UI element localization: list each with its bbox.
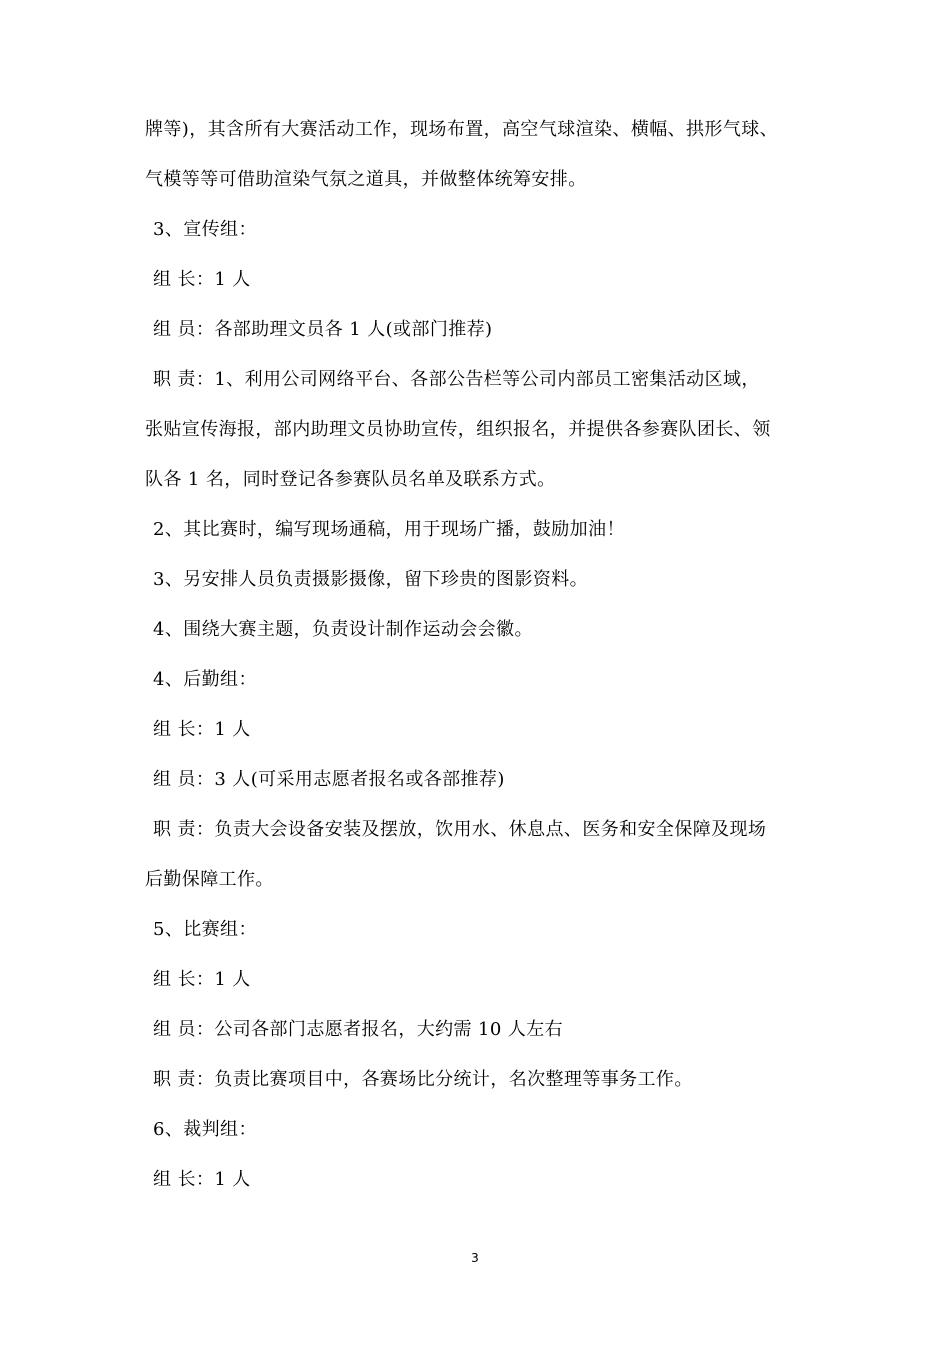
section-heading: 3、宣传组： <box>153 219 257 240</box>
text-line: 组 长：1 人 <box>153 1169 251 1190</box>
text-line: 职 责：负责比赛项目中，各赛场比分统计，名次整理等事务工作。 <box>153 1069 693 1090</box>
text-line: 3、另安排人员负责摄影摄像，留下珍贵的图影资料。 <box>153 569 589 590</box>
text-line: 4、围绕大赛主题，负责设计制作运动会会徽。 <box>153 619 533 640</box>
section-heading: 5、比赛组： <box>153 919 257 940</box>
section-heading: 4、后勤组： <box>153 669 257 690</box>
text-line: 组 长：1 人 <box>153 269 251 290</box>
text-line: 气模等等可借助渲染气氛之道具，并做整体统筹安排。 <box>145 169 587 190</box>
text-line: 张贴宣传海报，部内助理文员协助宣传，组织报名，并提供各参赛队团长、领 <box>145 419 771 440</box>
text-line: 职 责：1、利用公司网络平台、各部公告栏等公司内部员工密集活动区域， <box>153 369 760 390</box>
text-line: 组 员：各部助理文员各 1 人(或部门推荐) <box>153 319 493 340</box>
text-line: 牌等)，其含所有大赛活动工作，现场布置，高空气球渲染、横幅、拱形气球、 <box>145 119 779 140</box>
text-line: 组 员：3 人(可采用志愿者报名或各部推荐) <box>153 769 505 790</box>
text-line: 队各 1 名，同时登记各参赛队员名单及联系方式。 <box>145 469 556 490</box>
section-heading: 6、裁判组： <box>153 1119 257 1140</box>
text-line: 后勤保障工作。 <box>145 869 274 890</box>
page-number: 3 <box>471 1251 479 1265</box>
text-line: 组 员：公司各部门志愿者报名，大约需 10 人左右 <box>153 1019 564 1040</box>
text-line: 组 长：1 人 <box>153 719 251 740</box>
text-line: 职 责：负责大会设备安装及摆放，饮用水、休息点、医务和安全保障及现场 <box>153 819 767 840</box>
text-line: 组 长：1 人 <box>153 969 251 990</box>
text-line: 2、其比赛时，编写现场通稿，用于现场广播，鼓励加油！ <box>153 519 625 540</box>
